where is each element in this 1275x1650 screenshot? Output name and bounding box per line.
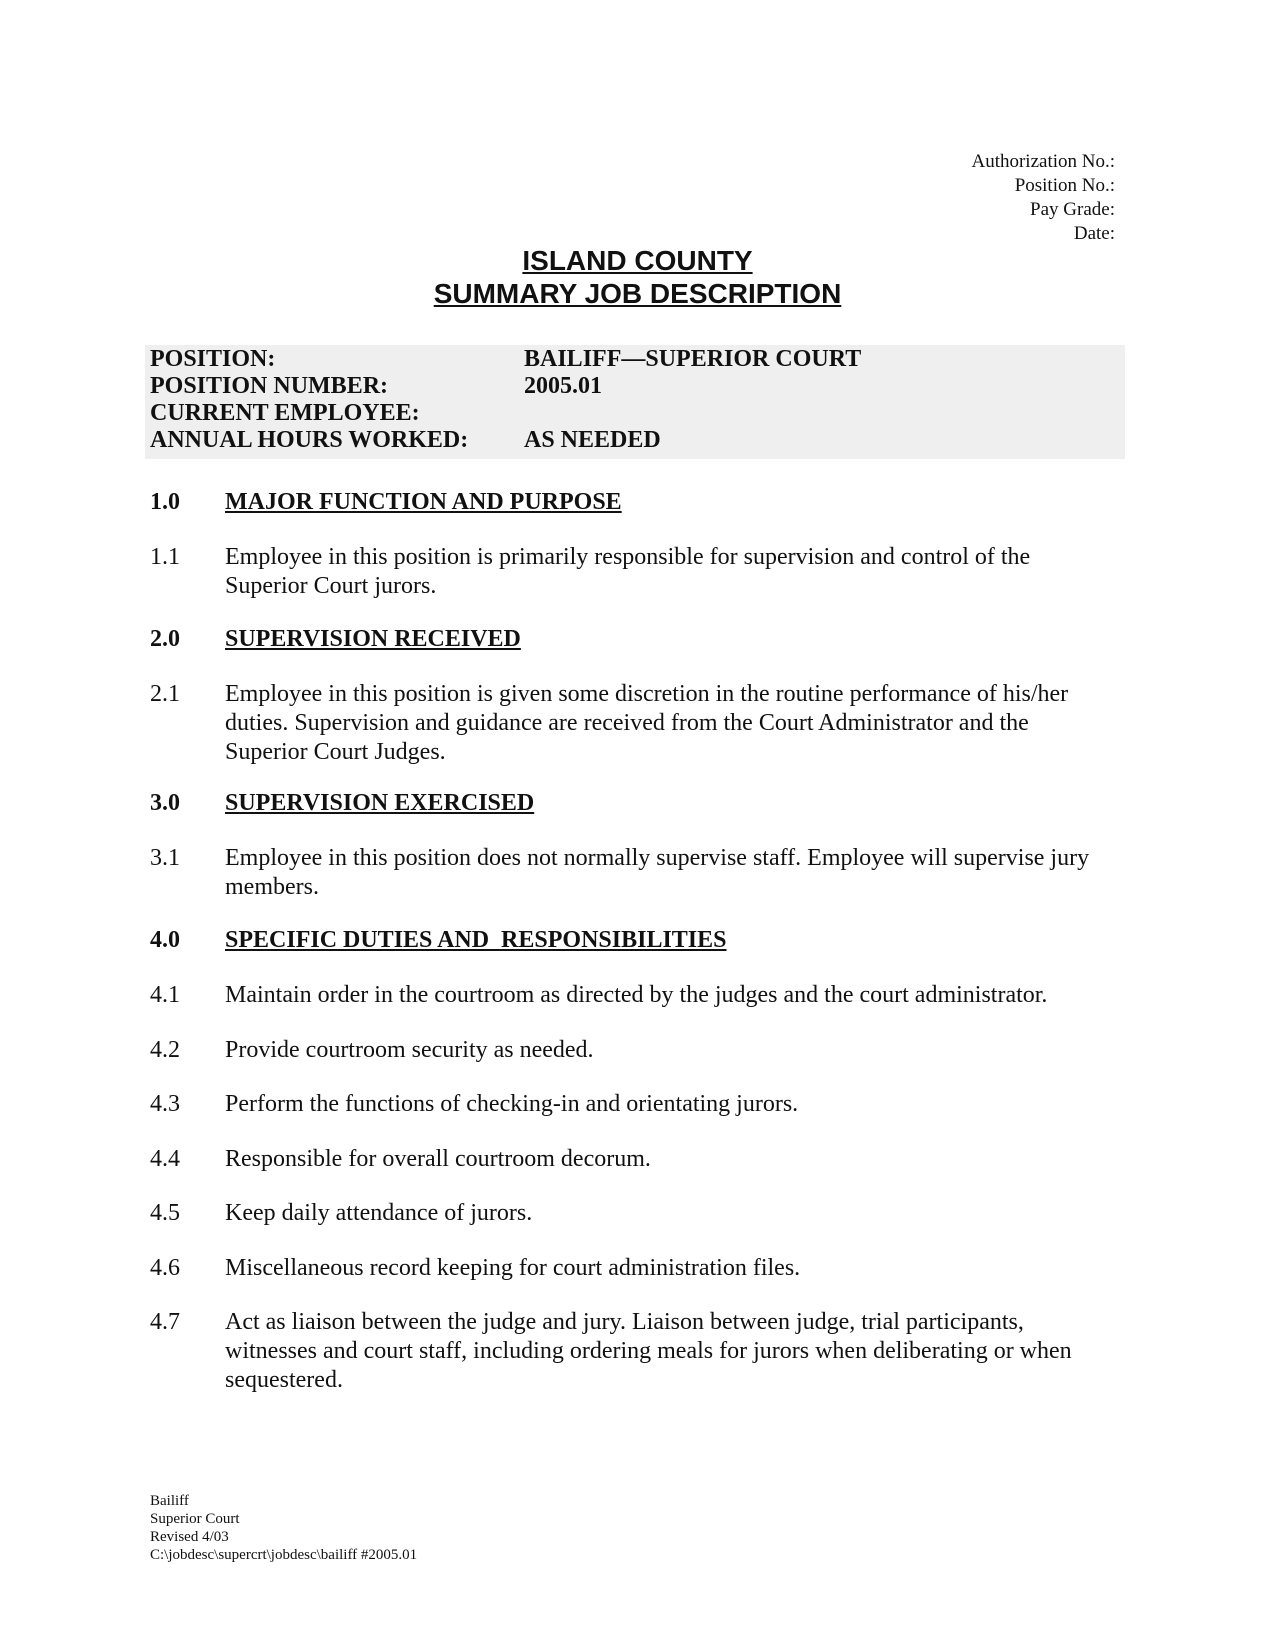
section-heading-4	[150, 926, 1110, 955]
item-number: 3.1	[150, 845, 180, 871]
position-info-table	[145, 345, 1125, 459]
footer-file-path: C:\jobdesc\supercrt\jobdesc\bailiff #2005.01	[150, 1547, 418, 1563]
item-text: Act as liaison between the judge and jury. Liaison between judge, trial participants, witnesses and court staff, including ordering meals for jurors when deliberating or when sequestered.	[225, 1309, 1072, 1393]
section-number: 4.0	[150, 927, 180, 953]
title-line-1: ISLAND COUNTY	[522, 245, 753, 276]
item-number: 4.1	[150, 982, 180, 1008]
section-heading-2	[150, 625, 1110, 654]
item-4-2	[150, 1036, 1110, 1065]
item-number: 2.1	[150, 681, 180, 707]
info-label: ANNUAL HOURS WORKED:	[150, 427, 469, 453]
item-number: 4.5	[150, 1200, 180, 1226]
authorization-block	[971, 150, 1115, 246]
item-number: 4.6	[150, 1255, 180, 1281]
position-no-label: Position No.:	[1014, 175, 1115, 196]
document-footer	[150, 1492, 417, 1564]
item-text: Maintain order in the courtroom as directed by the judges and the court administrator.	[225, 982, 1048, 1008]
item-text: Perform the functions of checking-in and orientating jurors.	[225, 1091, 799, 1117]
date-label: Date:	[1073, 223, 1115, 244]
info-value: 2005.01	[524, 373, 602, 399]
footer-line: Bailiff	[150, 1493, 189, 1509]
item-number: 4.4	[150, 1146, 180, 1172]
section-heading-1	[150, 488, 1110, 517]
item-4-6	[150, 1254, 1110, 1283]
item-1-1	[150, 543, 1110, 601]
item-text: Provide courtroom security as needed.	[225, 1037, 594, 1063]
item-4-4	[150, 1145, 1110, 1174]
item-text: Miscellaneous record keeping for court administration files.	[225, 1255, 801, 1281]
item-4-5	[150, 1199, 1110, 1228]
footer-line: Revised 4/03	[150, 1529, 229, 1545]
info-value: AS NEEDED	[524, 427, 661, 453]
footer-line: Superior Court	[150, 1511, 240, 1527]
section-number: 1.0	[150, 489, 180, 515]
item-number: 4.3	[150, 1091, 180, 1117]
section-heading-3	[150, 789, 1110, 818]
section-heading-text: SUPERVISION RECEIVED	[225, 626, 521, 652]
info-label: CURRENT EMPLOYEE:	[150, 400, 420, 426]
authorization-no-label: Authorization No.:	[971, 151, 1115, 172]
section-number: 3.0	[150, 790, 180, 816]
info-label: POSITION NUMBER:	[150, 373, 389, 399]
section-heading-text: MAJOR FUNCTION AND PURPOSE	[225, 489, 622, 515]
section-number: 2.0	[150, 626, 180, 652]
section-heading-text: SUPERVISION EXERCISED	[225, 790, 535, 816]
info-value: BAILIFF—SUPERIOR COURT	[524, 346, 862, 372]
item-text: Keep daily attendance of jurors.	[225, 1200, 533, 1226]
item-3-1	[150, 844, 1110, 902]
item-4-7	[150, 1308, 1110, 1395]
item-4-1	[150, 981, 1110, 1010]
item-2-1	[150, 680, 1110, 767]
info-label: POSITION:	[150, 346, 276, 372]
item-text: Responsible for overall courtroom decorum.	[225, 1146, 651, 1172]
item-text: Employee in this position is given some discretion in the routine performance of his/her duties. Supervision and guidance are received from the Court Administrator and the Superior Court Judges.	[225, 681, 1069, 765]
title-line-2: SUMMARY JOB DESCRIPTION	[433, 278, 842, 309]
item-number: 4.7	[150, 1309, 180, 1335]
item-number: 1.1	[150, 544, 180, 570]
item-text: Employee in this position is primarily responsible for supervision and control of the Superior Court jurors.	[225, 544, 1031, 599]
item-4-3	[150, 1090, 1110, 1119]
item-text: Employee in this position does not normally supervise staff. Employee will supervise jury members.	[225, 845, 1090, 900]
document-title	[0, 244, 1275, 310]
pay-grade-label: Pay Grade:	[1030, 199, 1115, 220]
section-heading-text: SPECIFIC DUTIES AND RESPONSIBILITIES	[225, 927, 727, 953]
item-number: 4.2	[150, 1037, 180, 1063]
